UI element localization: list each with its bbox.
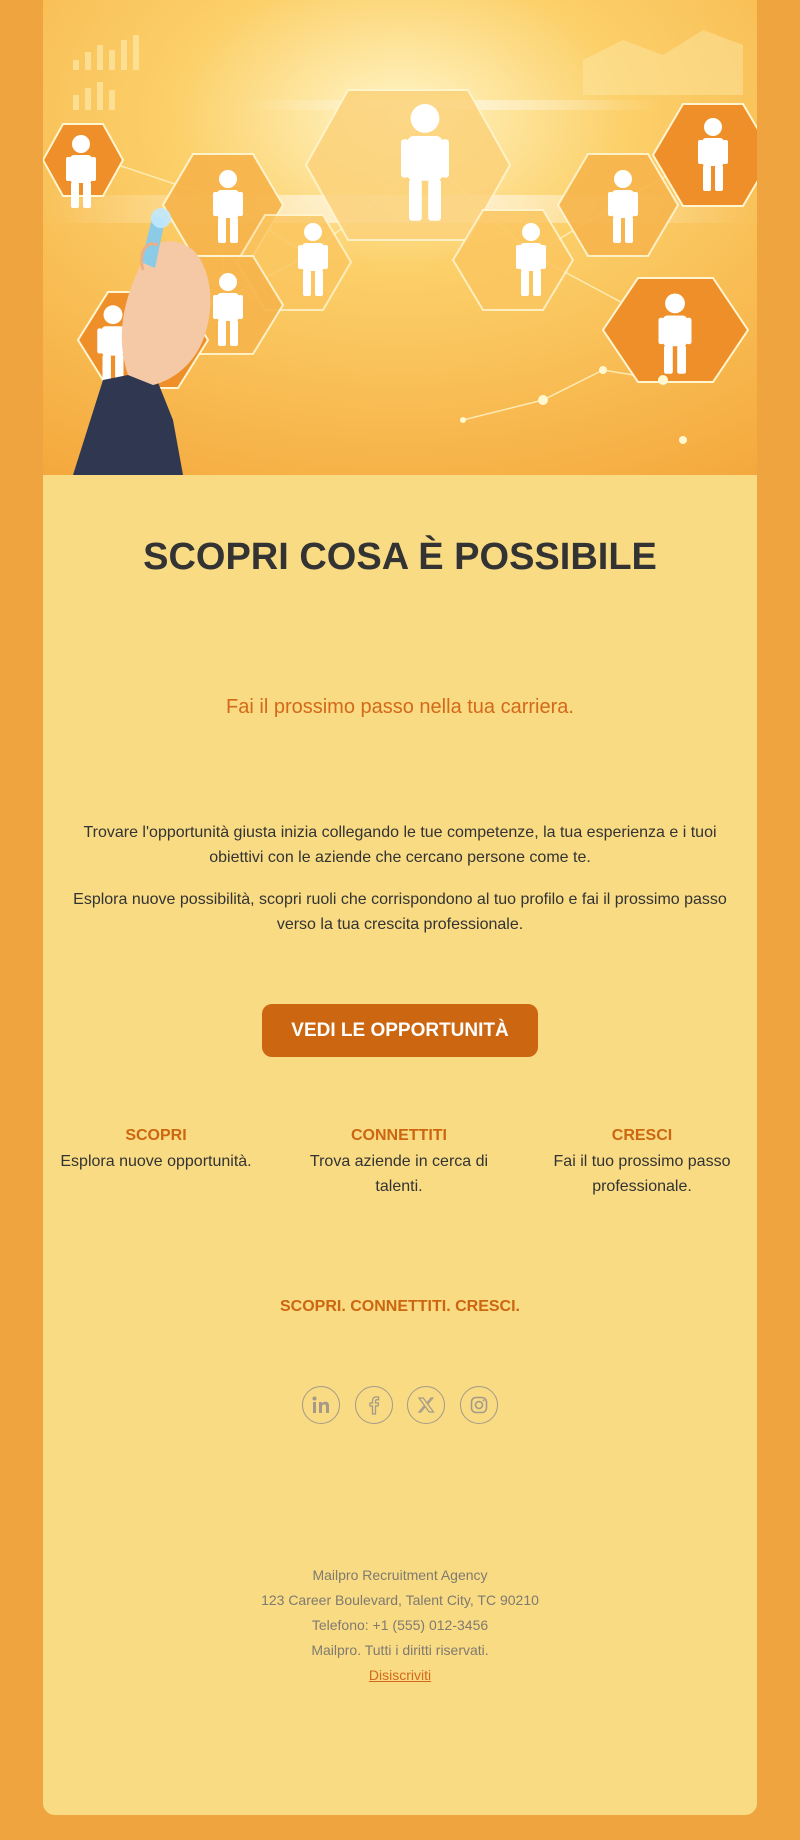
facebook-icon[interactable] bbox=[355, 1386, 393, 1424]
feature-text: Fai il tuo prossimo passo professionale. bbox=[553, 1153, 731, 1195]
linkedin-icon[interactable] bbox=[302, 1386, 340, 1424]
email-card bbox=[43, 0, 757, 1815]
company-address: 123 Career Boulevard, Talent City, TC 90210 bbox=[261, 1592, 539, 1608]
copyright: Mailpro. Tutti i diritti riservati. bbox=[311, 1642, 489, 1658]
feature-text: Trova aziende in cerca di talenti. bbox=[309, 1153, 489, 1195]
subheadline: Fai il prossimo passo nella tua carriera. bbox=[226, 696, 574, 718]
x-icon[interactable] bbox=[407, 1386, 445, 1424]
body-paragraph-1: Trovare l'opportunità giusta inizia collegando le tue competenze, la tua esperienza e i tuoi obiettivi con le aziende che cercano persone come te. bbox=[83, 824, 717, 866]
tagline: SCOPRI. CONNETTITI. CRESCI. bbox=[279, 1298, 520, 1315]
feature-title: SCOPRI bbox=[125, 1127, 187, 1144]
feature-title: CRESCI bbox=[611, 1127, 673, 1144]
body-paragraph-2: Esplora nuove possibilità, scopri ruoli che corrispondono al tuo profilo e fai il prossimo passo verso la tua crescita professionale. bbox=[73, 891, 727, 933]
feature-connect bbox=[299, 1126, 499, 1199]
social-links bbox=[302, 1386, 498, 1426]
feature-title: CONNETTITI bbox=[351, 1127, 447, 1144]
footer bbox=[43, 1563, 757, 1688]
company-name: Mailpro Recruitment Agency bbox=[312, 1567, 488, 1583]
network-people-illustration bbox=[43, 0, 757, 475]
hero-image bbox=[43, 0, 757, 475]
feature-grow bbox=[542, 1126, 742, 1199]
feature-discover bbox=[56, 1126, 256, 1174]
company-phone: Telefono: +1 (555) 012-3456 bbox=[311, 1617, 489, 1633]
instagram-icon[interactable] bbox=[460, 1386, 498, 1424]
unsubscribe-link[interactable]: Disiscriviti bbox=[368, 1667, 432, 1683]
headline: SCOPRI COSA È POSSIBILE bbox=[143, 536, 657, 578]
feature-text: Esplora nuove opportunità. bbox=[60, 1153, 252, 1170]
view-opportunities-button[interactable]: VEDI LE OPPORTUNITÀ bbox=[262, 1004, 538, 1057]
